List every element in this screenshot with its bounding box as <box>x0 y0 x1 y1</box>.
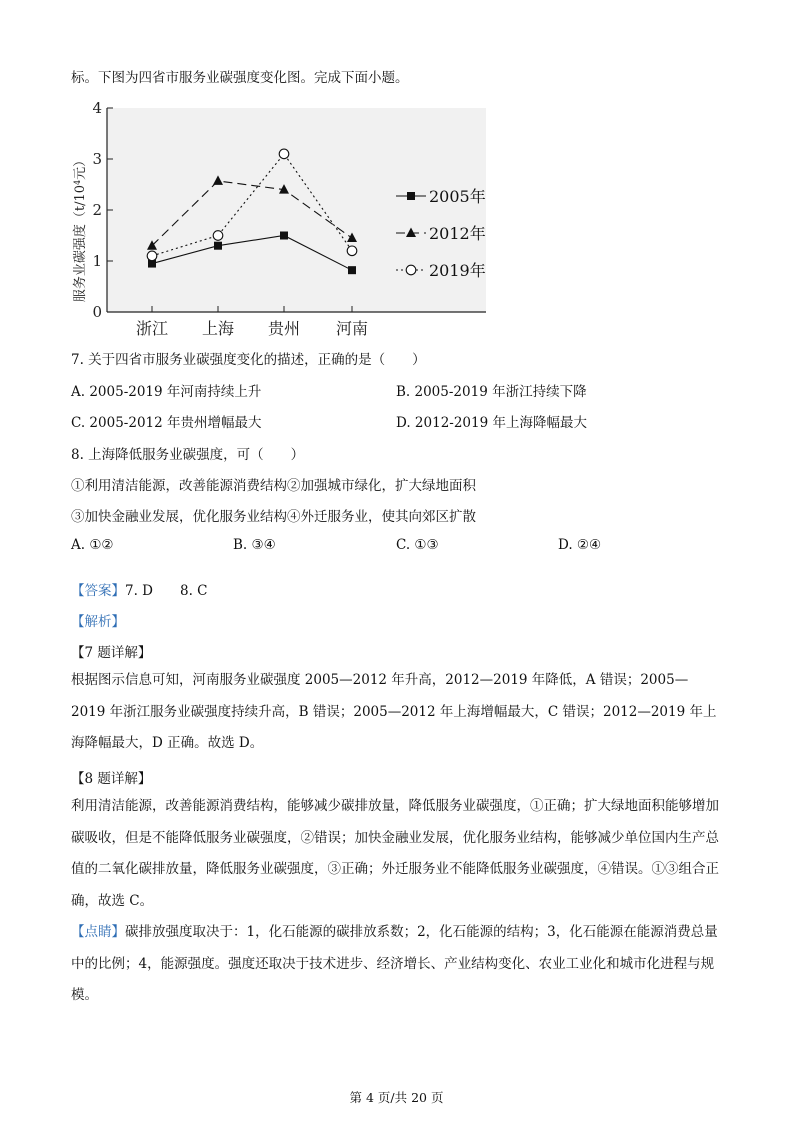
y-axis-label-main: 服务业碳强度（t/10 <box>73 184 88 303</box>
legend-label-1: 2012年 <box>429 224 486 243</box>
q8-statement-line-1: ①利用清洁能源，改善能源消费结构②加强城市绿化，扩大绿地面积 <box>71 478 476 494</box>
q8-option-b[interactable]: B. ③④ <box>233 537 276 553</box>
tip-tag: 【点睛】 <box>71 924 125 940</box>
y-axis-label-sup: 4 <box>72 179 82 185</box>
tip-body: 碳排放强度取决于：1，化石能源的碳排放系数；2，化石能源的结构；3，化石能源在能源消费总量中的比例；4，能源强度。强度还取决于技术进步、经济增长、产业结构变化、农业工业化和城市化进程与规模。 <box>71 924 718 1003</box>
q7-option-b[interactable]: B. 2005-2019 年浙江持续下降 <box>396 384 587 400</box>
q7-detail-body: 根据图示信息可知，河南服务业碳强度 2005—2012 年升高，2012—2019 年降低，A 错误；2005—2019 年浙江服务业碳强度持续升高，B 错误；2005—2012 年上海增幅最大，C 错误；2012—2019 年上海降幅最大，D 正确。故选 D。 <box>71 672 717 751</box>
y-tick-label: 3 <box>92 150 102 168</box>
carbon-intensity-chart <box>60 96 500 346</box>
q7-detail-heading: 【7 题详解】 <box>71 645 152 661</box>
plot-background <box>107 108 486 312</box>
analysis-tag: 【解析】 <box>71 614 125 630</box>
series-2-point <box>347 246 357 256</box>
series-2-point <box>279 149 289 159</box>
y-axis-label-tail: 元） <box>73 153 88 180</box>
y-tick-label: 1 <box>92 252 102 270</box>
legend-marker-0 <box>407 192 415 200</box>
intro-text: 标。下图为四省市服务业碳强度变化图。完成下面小题。 <box>71 70 409 86</box>
y-tick-label: 2 <box>92 201 102 219</box>
y-tick-label: 4 <box>92 99 102 117</box>
legend-label-2: 2019年 <box>429 261 486 280</box>
q7-stem: 7. 关于四省市服务业碳强度变化的描述，正确的是（ ） <box>71 352 426 368</box>
answer-tag: 【答案】 <box>71 583 125 599</box>
x-tick-label: 上海 <box>201 319 235 338</box>
series-0-point <box>280 232 288 240</box>
q7-option-c[interactable]: C. 2005-2012 年贵州增幅最大 <box>71 415 262 431</box>
q8-stem: 8. 上海降低服务业碳强度，可（ ） <box>71 447 305 463</box>
answer-text: 7. D 8. C <box>125 583 208 599</box>
series-0-point <box>214 242 222 250</box>
q8-option-a[interactable]: A. ①② <box>71 537 114 553</box>
answer-line <box>71 579 208 599</box>
series-2-point <box>213 231 223 241</box>
q8-statement-line-2: ③加快金融业发展，优化服务业结构④外迁服务业，使其向郊区扩散 <box>71 509 476 525</box>
legend-marker-2 <box>406 265 416 275</box>
tip-paragraph <box>71 917 721 1012</box>
series-2-point <box>147 251 157 261</box>
q7-option-a[interactable]: A. 2005-2019 年河南持续上升 <box>71 384 262 400</box>
series-0-point <box>348 266 356 274</box>
q8-option-c[interactable]: C. ①③ <box>396 537 439 553</box>
y-axis-label <box>72 154 88 302</box>
q8-detail-body: 利用清洁能源，改善能源消费结构，能够减少碳排放量，降低服务业碳强度，①正确；扩大绿地面积能够增加碳吸收，但是不能降低服务业碳强度，②错误；加快金融业发展，优化服务业结构，能够减少单位国内生产总值的二氧化碳排放量，降低服务业碳强度，③正确；外迁服务业不能降低服务业碳强度，④错误。①③组合正确，故选 C。 <box>71 798 719 909</box>
x-tick-label: 贵州 <box>267 319 301 338</box>
x-tick-label: 浙江 <box>135 319 169 338</box>
q8-option-d[interactable]: D. ②④ <box>558 537 602 553</box>
y-tick-label: 0 <box>92 303 102 321</box>
x-tick-label: 河南 <box>335 319 369 338</box>
legend-label-0: 2005年 <box>429 187 486 206</box>
q7-option-d[interactable]: D. 2012-2019 年上海降幅最大 <box>396 415 587 431</box>
q8-detail-heading: 【8 题详解】 <box>71 771 152 787</box>
page-footer: 第 4 页/共 20 页 <box>349 1090 444 1105</box>
